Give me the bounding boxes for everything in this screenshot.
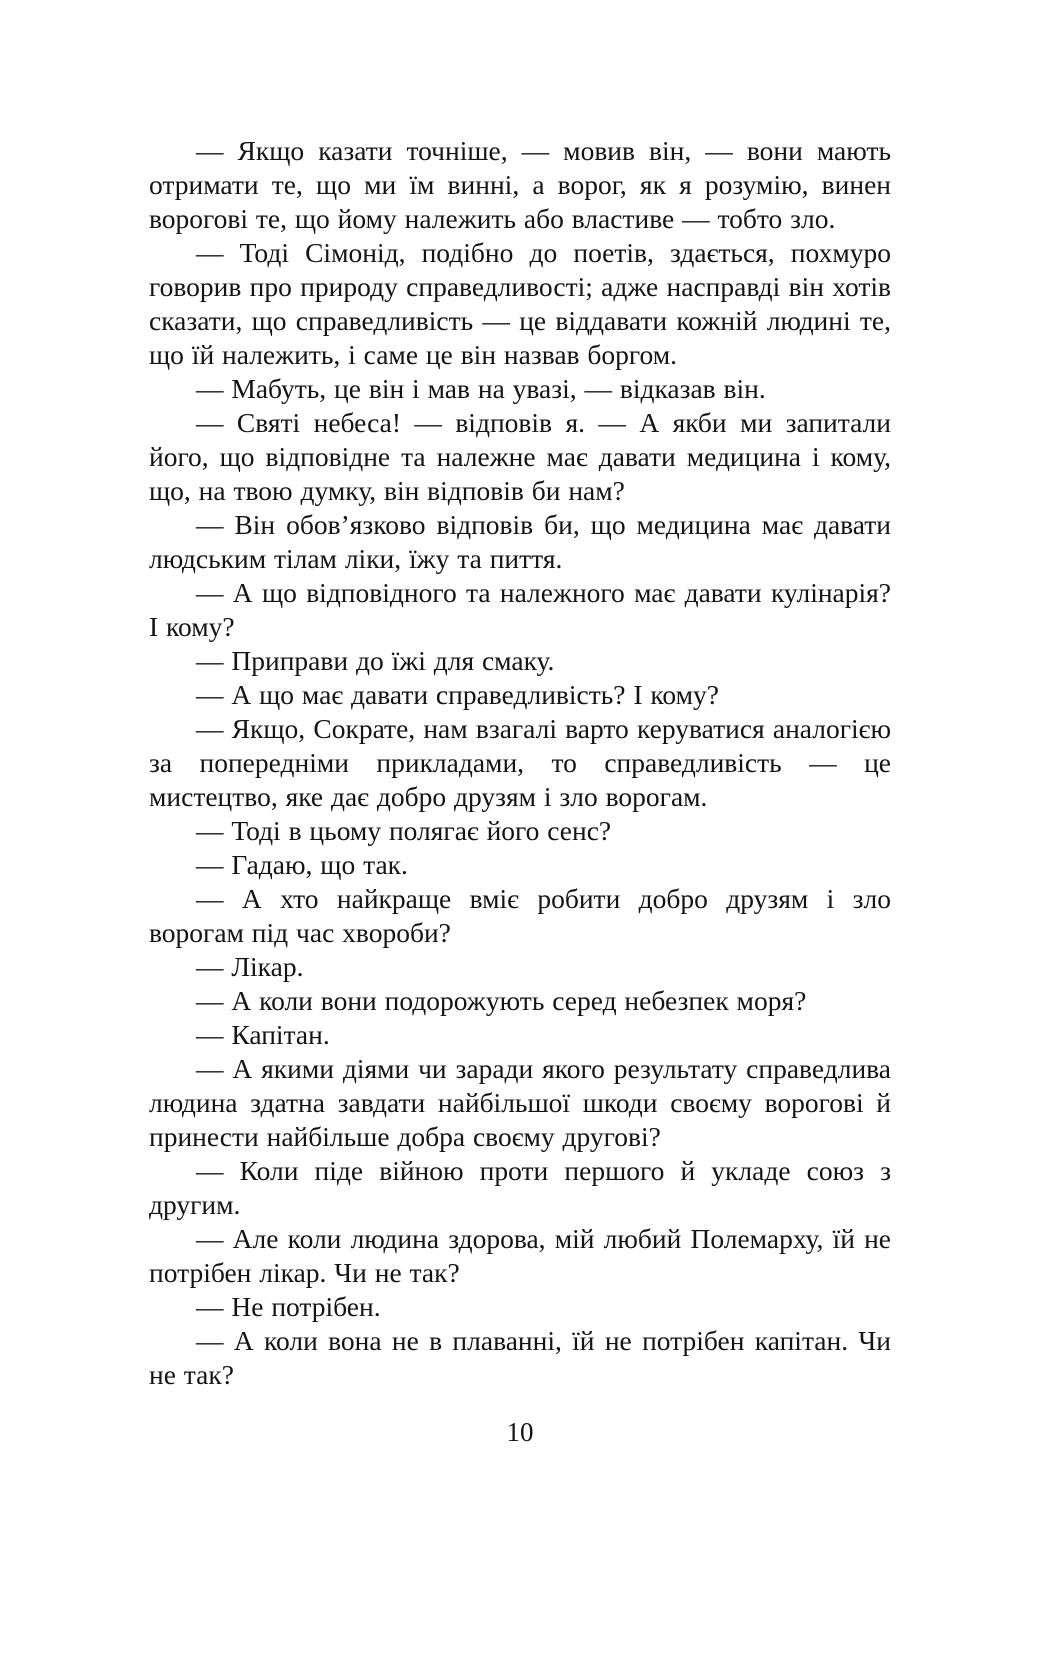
paragraph: — А що відповідного та належного має давати кулінарія? І кому? xyxy=(149,577,891,642)
paragraph: — Не потрібен. xyxy=(196,1291,381,1322)
paragraph: — Тоді в цьому полягає його сенс? xyxy=(196,815,612,846)
paragraph: — Але коли людина здорова, мій любий Полемарху, їй не потрібен лікар. Чи не так? xyxy=(149,1223,891,1288)
paragraph: — Якщо, Сократе, нам взагалі варто керуватися аналогією за попередніми прикладами, то справедливість — це мистецтво, яке дає добро друзям і зло ворогам. xyxy=(149,713,891,812)
paragraph: — Святі небеса! — відповів я. — А якби ми запитали його, що відповідне та належне має давати медицина і кому, що, на твою думку, він відповів би нам? xyxy=(149,407,891,506)
paragraph: — Мабуть, це він і мав на увазі, — відказав він. xyxy=(196,373,766,404)
paragraph: — А якими діями чи заради якого результату справедлива людина здатна завдати найбільшої шкоди своєму ворогові й принести найбільше добра своєму другові? xyxy=(149,1053,891,1152)
paragraph: — Він обов’язково відповів би, що медицина має давати людським тілам ліки, їжу та пиття. xyxy=(149,509,891,574)
paragraph: — А хто найкраще вміє робити добро друзям і зло ворогам під час хвороби? xyxy=(149,883,891,948)
page-number: 10 xyxy=(506,1417,534,1447)
paragraph: — А коли вона не в плаванні, їй не потрібен капітан. Чи не так? xyxy=(149,1325,891,1390)
paragraph: — Приправи до їжі для смаку. xyxy=(196,645,555,676)
paragraph: — Коли піде війною проти першого й укладе союз з другим. xyxy=(149,1155,891,1220)
paragraph: — Лікар. xyxy=(196,951,304,982)
paragraph: — Якщо казати точніше, — мовив він, — вони мають отримати те, що ми їм винні, а ворог, як я розумію, винен ворогові те, що йому належить або властиве — тобто зло. xyxy=(149,135,891,234)
paragraph: — Тоді Сімонід, подібно до поетів, здається, похмуро говорив про природу справедливості; адже насправді він хотів сказати, що справедливість — це віддавати кожній людині те, що їй належить, і саме це він назвав боргом. xyxy=(149,237,891,370)
page-text-block xyxy=(149,134,891,1392)
paragraph: — Капітан. xyxy=(196,1019,330,1050)
paragraph: — Гадаю, що так. xyxy=(196,849,408,880)
paragraph: — А що має давати справедливість? І кому? xyxy=(196,679,719,710)
paragraph: — А коли вони подорожують серед небезпек моря? xyxy=(196,985,807,1016)
